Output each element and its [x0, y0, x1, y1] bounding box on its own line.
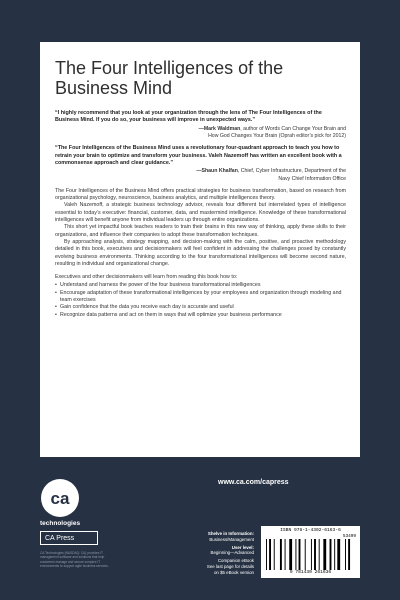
- description-paragraph: Valeh Nazemoff, a strategic business technology advisor, reveals four different but interrelated types of intelligence essential to today’s executive: financial, customer, data, and mastermind intelligence. Knowledge of these transformational intelligences will benefit anyone from individual leaders up through entire organizations.: [55, 202, 346, 224]
- brand-name: technologies: [40, 520, 81, 527]
- description-paragraph: The Four Intelligences of the Business Mind offers practical strategies for business transformation, based on research from organizational psychology, neuroscience, business analytics, and multiple intelligences theory.: [55, 187, 346, 202]
- endorsement-2: [55, 145, 346, 183]
- list-item: • Recognize data patterns and act on them in ways that will optimize your business performance: [55, 312, 346, 319]
- shelve-label: Shelve in Information:: [207, 531, 254, 536]
- ebook-line: Companion eBook: [217, 558, 254, 564]
- list-item: • Gain confidence that the data you receive each day is accurate and useful: [55, 304, 346, 311]
- price-code: 53499: [342, 534, 356, 539]
- isbn-number: ISBN 978-1-4302-6163-6: [280, 528, 341, 533]
- endorser-detail: How God Changes Your Brain (Oprah editor’s pick for 2012): [208, 133, 346, 140]
- list-item: • Encourage adaptation of these transformational intelligences by your employees and organization through modeling and team exercises: [55, 290, 346, 305]
- list-item: • Understand and harness the power of the four business transformational intelligences: [55, 282, 346, 289]
- endorsement-quote: “I highly recommend that you look at your organization through the lens of The Four Intelligences of the Business Mind. If you do so, your business will improve in unexpected ways.”: [55, 110, 322, 124]
- barcode-number: 9 781430 261636: [289, 570, 332, 575]
- endorser-detail: , author of Words Can Change Your Brain and: [240, 125, 346, 132]
- ebook-note: [198, 558, 254, 575]
- endorser-name: —Mark Waldman: [198, 125, 241, 132]
- shelve-category: [198, 531, 254, 542]
- learn-intro: Executives and other decisionmakers will learn from reading this book how to:: [55, 274, 238, 281]
- ebook-line: on $5 eBook version: [213, 569, 254, 575]
- endorsement-attribution: [55, 126, 346, 140]
- publisher-fineprint: CA Technologies (NASDAQ: CA) provides IT management software and solutions that help customers manage and secure complex IT environments to support agile business services.: [40, 551, 109, 569]
- endorsement-1: [55, 110, 346, 140]
- barcode-icon: [266, 539, 354, 570]
- level-label: User level:: [231, 544, 254, 550]
- isbn-barcode: [261, 526, 360, 578]
- logo-text: ca: [50, 489, 70, 508]
- ca-logo-icon: [40, 478, 80, 518]
- level-value: Beginning—Advanced: [210, 550, 254, 556]
- book-title: The Four Intelligences of the Business Mind: [55, 58, 284, 98]
- user-level: [198, 545, 254, 556]
- benefits-list: [55, 282, 346, 318]
- shelve-value: Business/Management: [209, 536, 254, 542]
- endorser-name: —Shaun Khalfan: [196, 168, 238, 175]
- description-paragraph: By approaching analysis, strategy mapping, and decision-making with the calm, positive, and proactive methodology detailed in this book, executives and decisionmakers will feel confident in addressing the challenges posed by constantly evolving business environments. Thinking according to the four transformational intelligences will become second nature, resulting in individual and organizational change.: [55, 238, 346, 267]
- endorsement-quote: “The Four Intelligences of the Business Mind uses a revolutionary four-quadrant approach to teach you how to retrain your brain to optimize and transform your business. Valeh Nazemoff has written an excellent book with a commonsense approach and clear guidance.”: [55, 145, 342, 167]
- shelving-info: [198, 531, 254, 578]
- endorsement-attribution: [55, 168, 346, 182]
- ebook-line: See last page for details: [206, 563, 254, 569]
- description-paragraph: This short yet impactful book teaches readers to train their brains in this new way of thinking, apply these skills to their organizations, and influence their companies to adopt these transformation techniques.: [55, 224, 346, 238]
- endorser-detail: , Chief, Cyber Infrastructure, Department of the: [237, 168, 346, 175]
- publisher-url: www.ca.com/capress: [218, 479, 289, 486]
- back-cover-panel: [40, 42, 360, 457]
- press-label: CA Press: [40, 531, 98, 545]
- endorser-detail: Navy Chief Information Office: [278, 175, 346, 182]
